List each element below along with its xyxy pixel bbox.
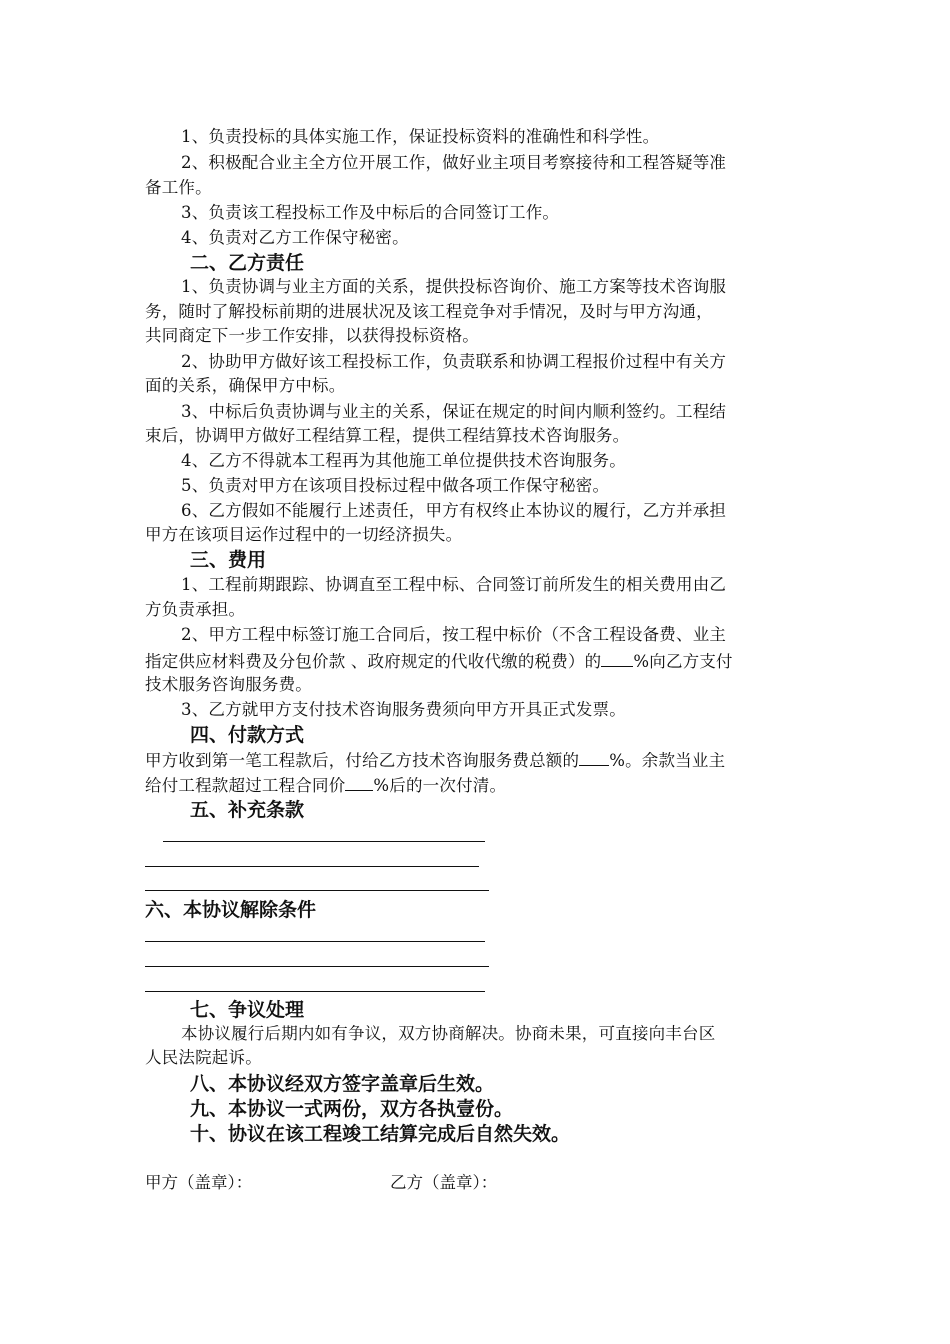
fill-blank-percent-1[interactable] bbox=[601, 648, 633, 667]
s2-item-5: 5、负责对甲方在该项目投标过程中做各项工作保守秘密。 bbox=[181, 476, 610, 495]
s3-item-3: 3、乙方就甲方支付技术咨询服务费须向甲方开具正式发票。 bbox=[181, 700, 626, 719]
s3-item-1-cont: 方负责承担。 bbox=[145, 600, 246, 619]
s4-line-2 bbox=[145, 772, 506, 798]
section4-heading: 四、付款方式 bbox=[190, 724, 305, 746]
s4-line-1-after: %。余款当业主 bbox=[609, 751, 726, 770]
clause-9: 九、本协议一式两份，双方各执壹份。 bbox=[190, 1098, 514, 1120]
section5-heading: 五、补充条款 bbox=[190, 799, 305, 821]
termination-blank-line-1[interactable] bbox=[145, 941, 485, 942]
s4-line-1 bbox=[145, 747, 725, 773]
s3-item-2-cont-text: 指定供应材料费及分包价款 、政府规定的代收代缴的税费）的 bbox=[145, 652, 602, 671]
s2-item-4: 4、乙方不得就本工程再为其他施工单位提供技术咨询服务。 bbox=[181, 451, 626, 470]
s2-item-6-cont: 甲方在该项目运作过程中的一切经济损失。 bbox=[145, 525, 463, 544]
supplement-blank-line-1[interactable] bbox=[163, 841, 485, 842]
s1-item-3: 3、负责该工程投标工作及中标后的合同签订工作。 bbox=[181, 203, 560, 222]
s2-item-2-cont: 面的关系，确保甲方中标。 bbox=[145, 376, 346, 395]
s3-item-2-cont-after: %向乙方支付 bbox=[633, 652, 733, 671]
s2-item-3-cont: 束后，协调甲方做好工程结算工程，提供工程结算技术咨询服务。 bbox=[145, 426, 630, 445]
s2-item-1-cont2: 共同商定下一步工作安排，以获得投标资格。 bbox=[145, 326, 479, 345]
s2-item-1-cont: 务，随时了解投标前期的进展状况及该工程竞争对手情况，及时与甲方沟通， bbox=[145, 302, 713, 321]
section3-heading: 三、费用 bbox=[190, 549, 267, 571]
supplement-blank-line-3[interactable] bbox=[145, 890, 489, 891]
party-b-seal-label: 乙方（盖章）： bbox=[390, 1173, 498, 1192]
s2-item-2: 2、协助甲方做好该工程投标工作，负责联系和协调工程报价过程中有关方 bbox=[181, 352, 727, 371]
s4-line-1-text: 甲方收到第一笔工程款后，付给乙方技术咨询服务费总额的 bbox=[145, 751, 580, 770]
s1-item-4: 4、负责对乙方工作保守秘密。 bbox=[181, 228, 409, 247]
fill-blank-percent-2[interactable] bbox=[579, 747, 609, 766]
fill-blank-percent-3[interactable] bbox=[345, 772, 373, 791]
s4-line-2-text: 给付工程款超过工程合同价 bbox=[145, 776, 346, 795]
s3-item-2: 2、甲方工程中标签订施工合同后，按工程中标价（不含工程设备费、业主 bbox=[181, 625, 727, 644]
section6-heading: 六、本协议解除条件 bbox=[145, 899, 317, 921]
s2-item-3: 3、中标后负责协调与业主的关系，保证在规定的时间内顺利签约。工程结 bbox=[181, 402, 727, 421]
section7-heading: 七、争议处理 bbox=[190, 999, 305, 1021]
supplement-blank-line-2[interactable] bbox=[145, 866, 479, 867]
s3-item-2-cont bbox=[145, 648, 733, 674]
s3-item-2-cont2: 技术服务咨询服务费。 bbox=[145, 675, 312, 694]
s2-item-1: 1、负责协调与业主方面的关系，提供投标咨询价、施工方案等技术咨询服 bbox=[181, 277, 727, 296]
s1-item-2: 2、积极配合业主全方位开展工作，做好业主项目考察接待和工程答疑等准 bbox=[181, 153, 727, 172]
clause-8: 八、本协议经双方签字盖章后生效。 bbox=[190, 1073, 495, 1095]
s7-line-2: 人民法院起诉。 bbox=[145, 1048, 262, 1067]
s3-item-1: 1、工程前期跟踪、协调直至工程中标、合同签订前所发生的相关费用由乙 bbox=[181, 575, 727, 594]
s2-item-6: 6、乙方假如不能履行上述责任，甲方有权终止本协议的履行，乙方并承担 bbox=[181, 501, 727, 520]
clause-10: 十、协议在该工程竣工结算完成后自然失效。 bbox=[190, 1123, 571, 1145]
party-a-seal-label: 甲方（盖章）： bbox=[145, 1173, 253, 1192]
s4-line-2-after: %后的一次付清。 bbox=[373, 776, 507, 795]
s7-line-1: 本协议履行后期内如有争议，双方协商解决。协商未果，可直接向丰台区 bbox=[181, 1024, 716, 1043]
s1-item-2-cont: 备工作。 bbox=[145, 178, 212, 197]
termination-blank-line-3[interactable] bbox=[145, 991, 485, 992]
section2-heading: 二、乙方责任 bbox=[190, 252, 305, 274]
termination-blank-line-2[interactable] bbox=[145, 966, 489, 967]
s1-item-1: 1、负责投标的具体实施工作，保证投标资料的准确性和科学性。 bbox=[181, 127, 660, 146]
